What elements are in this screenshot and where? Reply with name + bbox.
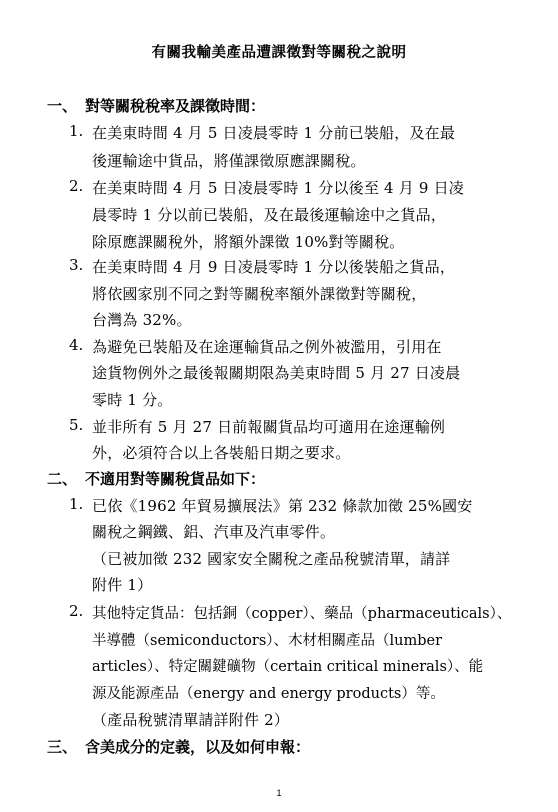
s2-item-1-number: 1. <box>69 495 84 513</box>
section-3-title: 含美成分的定義，以及如何申報： <box>85 738 311 756</box>
s2-item-1-line-4: 附件 1） <box>92 576 153 594</box>
section-1-title: 對等關稅稅率及課徵時間： <box>85 97 266 115</box>
section-2-marker: 二、 <box>47 470 78 488</box>
s2-item-2-line-5: （產品稅號清單請詳附件 2） <box>92 711 290 729</box>
s1-item-4-number: 4. <box>69 336 84 354</box>
s1-item-3-line-2: 將依國家別不同之對等關稅率額外課徵對等關稅， <box>92 285 427 303</box>
s2-item-1-line-1: 已依《1962 年貿易擴展法》第 232 條款加徵 25%國安 <box>92 497 473 515</box>
s1-item-2-line-3: 除原應課關稅外，將額外課徵 10%對等關稅。 <box>92 233 405 251</box>
document-title: 有關我輸美產品遭課徵對等關稅之說明 <box>151 44 407 61</box>
section-3-heading <box>47 736 310 757</box>
page-number: 1 <box>276 788 282 798</box>
s2-item-2-line-3: articles）、特定關鍵礦物（certain critical minerals）、能 <box>92 659 484 675</box>
s2-item-1-line-2: 關稅之鋼鐵、鋁、汽車及汽車零件。 <box>92 523 336 541</box>
s1-item-5-number: 5. <box>69 416 84 434</box>
section-2-title: 不適用對等關稅貨品如下： <box>85 470 266 488</box>
s1-item-4-line-2: 途貨物例外之最後報關期限為美東時間 5 月 27 日凌晨 <box>92 364 461 382</box>
s2-item-2-line-2: 半導體（semiconductors）、木材相關產品（lumber <box>92 633 443 649</box>
s1-item-1-line-1: 在美東時間 4 月 5 日凌晨零時 1 分前已裝船，及在最 <box>92 124 456 142</box>
s2-item-2-number: 2. <box>69 602 84 620</box>
s1-item-1-line-2: 後運輸途中貨品，將僅課徵原應課關稅。 <box>92 152 366 170</box>
s1-item-4-line-1: 為避免已裝船及在途運輸貨品之例外被濫用，引用在 <box>92 338 442 356</box>
section-1-heading <box>47 95 265 116</box>
s1-item-3-line-3: 台灣為 32%。 <box>92 311 192 329</box>
s1-item-5-line-1: 並非所有 5 月 27 日前報關貨品均可適用在途運輸例 <box>92 418 446 436</box>
s1-item-2-number: 2. <box>69 177 84 195</box>
s1-item-1-number: 1. <box>69 122 84 140</box>
s2-item-2-line-4: 源及能源產品（energy and energy products）等。 <box>92 686 445 702</box>
s1-item-2-line-2: 晨零時 1 分以前已裝船，及在最後運輸途中之貨品， <box>92 206 447 224</box>
section-2-heading <box>47 468 265 489</box>
s1-item-2-line-1: 在美東時間 4 月 5 日凌晨零時 1 分以後至 4 月 9 日凌 <box>92 179 464 197</box>
section-3-marker: 三、 <box>47 738 78 756</box>
s1-item-3-line-1: 在美東時間 4 月 9 日凌晨零時 1 分以後裝船之貨品， <box>92 258 456 276</box>
section-1-marker: 一、 <box>47 97 78 115</box>
s1-item-5-line-2: 外，必須符合以上各裝船日期之要求。 <box>92 444 351 462</box>
s2-item-1-line-3: （已被加徵 232 國家安全關稅之產品稅號清單，請詳 <box>92 550 451 568</box>
s1-item-3-number: 3. <box>69 256 84 274</box>
s1-item-4-line-3: 零時 1 分。 <box>92 391 173 409</box>
s2-item-2-line-1: 其他特定貨品：包括銅（copper）、藥品（pharmaceuticals）、 <box>92 606 512 622</box>
